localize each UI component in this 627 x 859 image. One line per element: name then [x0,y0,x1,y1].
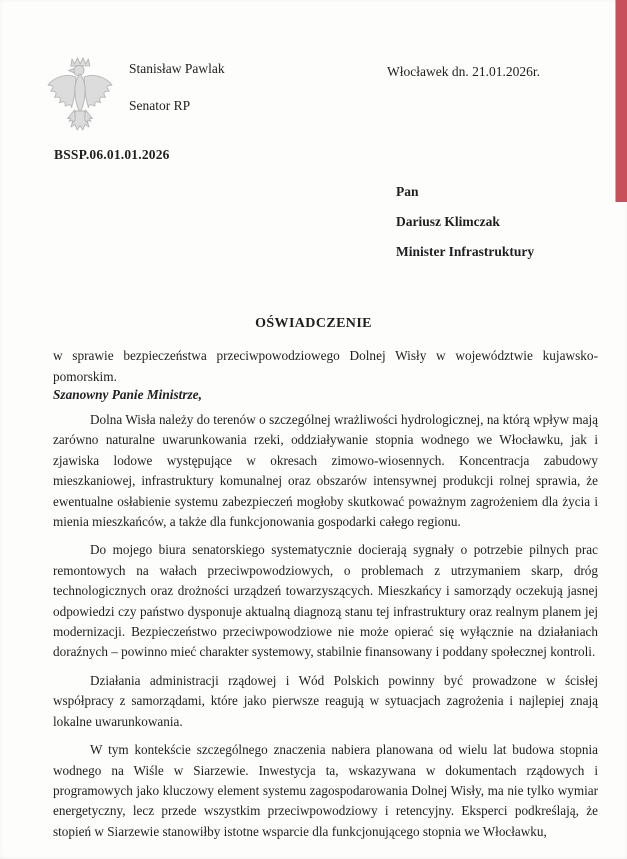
body-paragraph: Do mojego biura senatorskiego systematycznie docierają sygnały o potrzebie pilnych prac remontowych na wałach przeciwpowodziowych, o problemach z utrzymaniem skarp, dróg technologicznych oraz drożności urządzeń towarzyszących. Mieszkańcy i samorządy oczekują jasnej odpowiedzi czy państwo dysponuje aktualną diagnozą stanu tej infrastruktury oraz realnym planem jej modernizacji. Bezpieczeństwo przeciwpowodziowe nie może opierać się wyłącznie na działaniach doraźnych – powinno mieć charakter systemowy, stabilnie finansowany i poddany społecznej kontroli. [53,542,598,660]
recipient-name: Dariusz Klimczak [396,214,500,229]
place-and-date: Włocławek dn. 21.01.2026r. [387,64,540,79]
recipient-position: Minister Infrastruktury [396,244,535,259]
red-accent-bar [615,0,627,202]
sender-name: Stanisław Pawlak [129,61,225,76]
body-paragraph: Dolna Wisła należy do terenów o szczególnej wrażliwości hydrologicznej, na którą wpływ mają zarówno naturalne uwarunkowania rzeki, oddziaływanie stopnia wodnego we Włocławku, jak i zjawiska lodowe występujące w okresach zimowo-wiosennych. Koncentracja zabudowy mieszkaniowej, infrastruktury komunalnej oraz obszarów intensywnej produkcji rolnej sprawia, że ewentualne osłabienie systemu zabezpieczeń mogłoby skutkować poważnym zagrożeniem dla życia i mienia mieszkańców, a także dla funkcjonowania gospodarki całego regionu. [53,412,598,530]
recipient-salutation: Pan [396,184,419,199]
sender-title: Senator RP [129,98,191,113]
letter-body [53,410,598,850]
polish-eagle-emblem-icon [44,52,116,140]
recipient-block [396,177,534,267]
greeting-line: Szanowny Panie Ministrze, [53,387,202,402]
reference-number: BSSP.06.01.01.2026 [54,147,170,162]
body-paragraph: W tym kontekście szczególnego znaczenia nabiera planowana od wielu lat budowa stopnia wodnego na Wiśle w Siarzewie. Inwestycja ta, wskazywana w dokumentach rządowych i programowych jako kluczowy element systemu zagospodarowania Dolnej Wisły, ma nie tylko wymiar energetyczny, lecz przede wszystkim przeciwpowodziowy i retencyjny. Eksperci podkreślają, że stopień w Siarzewie stanowiłby istotne wsparcie dla funkcjonującego stopnia we Włocławku, [53,742,598,839]
document-title: OŚWIADCZENIE [255,316,372,331]
body-paragraph: Działania administracji rządowej i Wód Polskich powinny być prowadzone w ścisłej współpracy z samorządami, które jako pierwsze reagują w sytuacjach zagrożenia i najlepiej znają lokalne uwarunkowania. [53,672,598,729]
document-subject: w sprawie bezpieczeństwa przeciwpowodziowego Dolnej Wisły w województwie kujawsko-pomorskim. [53,348,598,384]
